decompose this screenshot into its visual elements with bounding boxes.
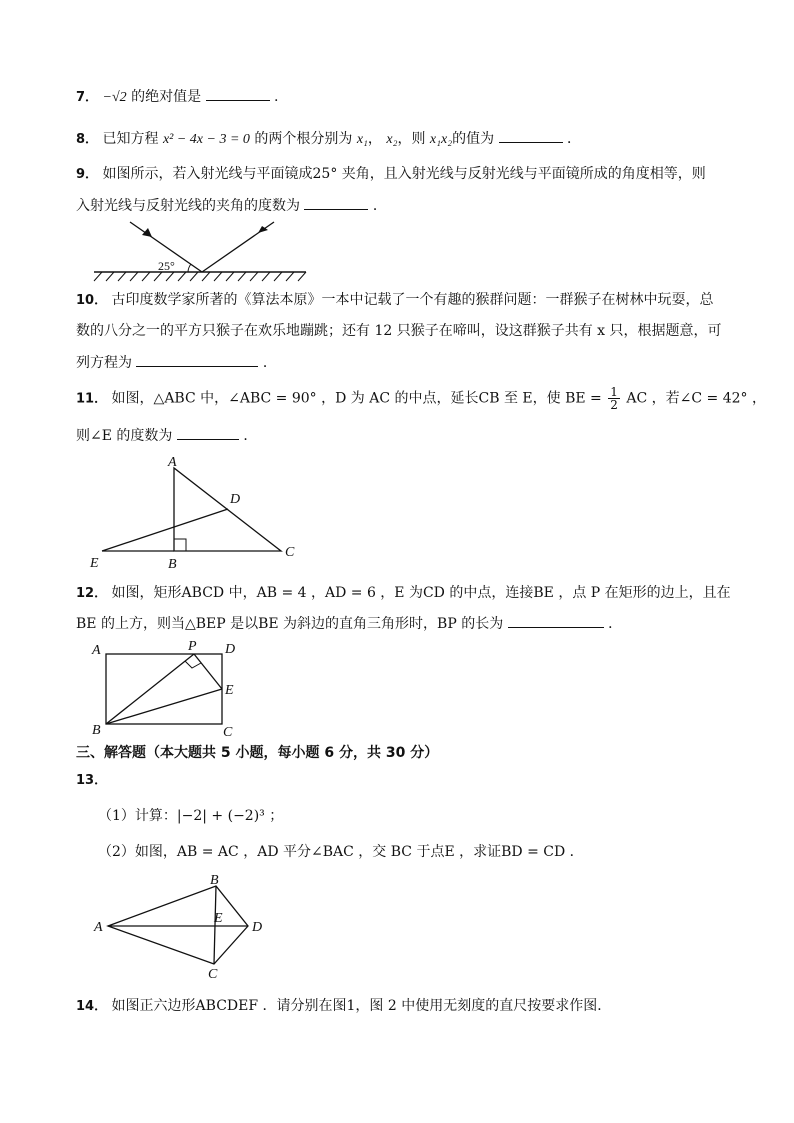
label-p: P [188, 639, 197, 654]
question-11-line-2 [76, 425, 257, 446]
question-text: 则∠E 的度数为 [76, 428, 173, 444]
label-c: C [285, 545, 295, 560]
question-11-line-1 [76, 386, 766, 411]
segment-be [106, 689, 222, 724]
right-angle-mark [174, 539, 186, 551]
question-10-line-3 [76, 352, 277, 373]
segment-pe [194, 654, 222, 689]
label-e: E [90, 556, 99, 571]
label-b: B [210, 873, 219, 888]
question-text: AC ，若∠C = 42° ， [626, 390, 766, 407]
product-expression: x₁x₂ [429, 132, 453, 147]
answer-blank [206, 86, 270, 101]
question-14 [76, 996, 611, 1017]
angle-label: 25° [158, 259, 175, 273]
quadrilateral-abdc [108, 886, 248, 964]
label-d: D [230, 492, 241, 507]
answer-blank [177, 425, 239, 440]
answer-blank [136, 352, 258, 367]
question-13-part-1 [98, 806, 283, 826]
question-text: 如图所示，若入射光线与平面镜成25° 夹角，且入射光线与反射光线与平面镜所成的角度相等，则 [102, 166, 706, 182]
answer-blank [499, 128, 563, 143]
segment-bp [106, 654, 194, 724]
question-number: 9． [76, 167, 99, 182]
punctuation: ， [367, 131, 382, 147]
fraction-denominator: 2 [610, 398, 618, 412]
question-12-line-1 [76, 583, 731, 604]
question-text: 如图，矩形ABCD 中，AB = 4 ，AD = 6 ，E 为CD 的中点，连接BE ，点 P 在矩形的边上，且在 [111, 585, 731, 601]
equation: x² − 4x − 3 = 0 [162, 132, 250, 147]
rectangle-abcd [106, 654, 222, 724]
question-text: （2）如图，AB = AC ，AD 平分∠BAC ，交 BC 于点E ，求证BD = CD ． [98, 844, 584, 860]
math-expression: −√2 [102, 90, 127, 105]
label-b: B [92, 723, 101, 738]
section-heading: 三、解答题（本大题共 5 小题，每小题 6 分，共 30 分） [76, 745, 439, 761]
question-number: 10． [76, 293, 108, 308]
label-d: D [225, 642, 236, 657]
triangle-abc-figure [88, 450, 308, 572]
punctuation: . [274, 89, 279, 105]
question-8 [76, 128, 581, 150]
question-text: 入射光线与反射光线的夹角的度数为 [76, 198, 300, 214]
question-13 [76, 770, 107, 791]
segment-ed [102, 509, 228, 551]
question-text: 古印度数学家所著的《算法本原》一本中记载了一个有趣的猴群问题：一群猴子在树林中玩耍，总 [111, 292, 714, 308]
question-number: 11． [76, 391, 108, 407]
question-text: 数的八分之一的平方只猴子在欢乐地蹦跳；还有 12 只猴子在啼叫，设这群猴子共有 x 只，根据题意，可 [76, 323, 722, 339]
label-c: C [223, 725, 233, 740]
question-number: 14． [76, 999, 108, 1014]
punctuation: ． [262, 355, 277, 371]
answer-blank [508, 613, 604, 628]
question-number: 8． [76, 132, 99, 147]
question-9-line-1 [76, 164, 706, 185]
question-9-line-2 [76, 195, 387, 216]
question-text: 的两个根分别为 [254, 131, 353, 147]
kite-abdc-figure [90, 870, 280, 982]
fraction [608, 386, 620, 411]
question-text: ，则 [397, 131, 426, 147]
question-text: 已知方程 [102, 131, 159, 147]
label-a: A [92, 643, 101, 658]
question-text: 如图，△ABC 中，∠ABC = 90° ，D 为 AC 的中点，延长CB 至 E，使 BE = [111, 390, 602, 407]
question-number: 13． [76, 773, 108, 788]
label-d: D [252, 920, 263, 935]
root-x1: x₁ [356, 132, 368, 147]
question-text: 的值为 [452, 131, 495, 147]
question-10-line-2 [76, 321, 722, 341]
label-e: E [214, 911, 223, 926]
punctuation: ． [372, 198, 387, 214]
rectangle-abcd-figure [88, 636, 248, 742]
incident-arrow-icon [142, 228, 152, 237]
root-x2: x₂ [386, 132, 398, 147]
question-text: 列方程为 [76, 355, 132, 371]
label-b: B [168, 557, 177, 572]
label-a: A [168, 455, 177, 470]
punctuation: ． [608, 616, 623, 632]
question-number: 7． [76, 90, 99, 105]
question-10-line-1 [76, 290, 714, 311]
question-number: 12． [76, 586, 108, 601]
punctuation: ． [243, 428, 258, 444]
punctuation: ． [567, 131, 581, 147]
question-12-line-2 [76, 613, 622, 634]
fraction-numerator: 1 [610, 385, 618, 399]
angle-arc [188, 264, 191, 272]
question-7 [76, 86, 278, 108]
question-13-part-2 [98, 842, 584, 862]
question-text: BE 的上方，则当△BEP 是以BE 为斜边的直角三角形时，BP 的长为 [76, 616, 504, 632]
label-c: C [208, 967, 218, 982]
answer-blank [304, 195, 368, 210]
mirror-reflection-figure [92, 218, 312, 283]
label-a: A [94, 920, 103, 935]
mirror-hatching [94, 272, 306, 281]
label-e: E [225, 683, 234, 698]
question-text: 如图正六边形ABCDEF ．请分别在图1，图 2 中使用无刻度的直尺按要求作图． [111, 998, 612, 1014]
question-text: （1）计算：|−2| + (−2)³ ； [98, 808, 284, 824]
question-text: 的绝对值是 [131, 89, 202, 105]
right-angle-mark [185, 661, 201, 668]
